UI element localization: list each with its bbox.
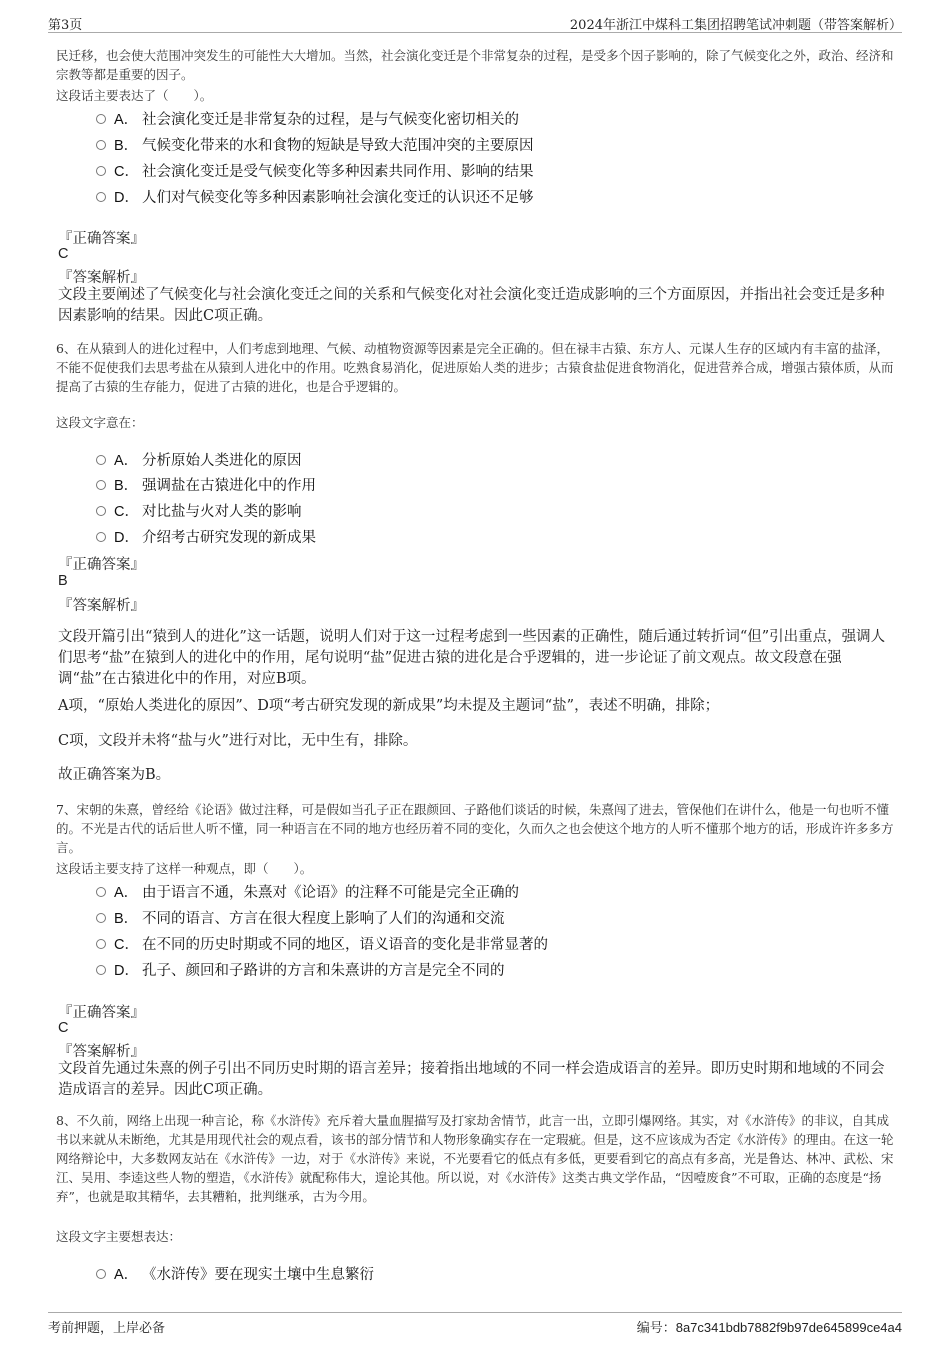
q5-passage-tail: 民迁移，也会使大范围冲突发生的可能性大大增加。当然，社会演化变迁是个非常复杂的过程，是受多个因子影响的，除了气候变化之外，政治、经济和宗教等都是重要的因子。 [56,48,894,82]
code-label: 编号： [636,1321,676,1336]
q6-option-c[interactable]: C． 对比盐与火对人类的影响 [96,500,302,521]
q8-passage: 8、不久前，网络上出现一种言论，称《水浒传》充斥着大量血腥描写及打家劫舍情节，此言一出，立即引爆网络。其实，对《水浒传》的非议，自其成书以来就从未断绝，尤其是用现代社会的观点看，该书的部分情节和人物形象确实存在一定瑕疵。但是，这不应该成为否定《水浒传》的理由。在这一轮网络辩论中，大多数网友站在《水浒传》一边，对于《水浒传》来说，不光要看它的低点有多低，更要看到它的高点有多高，光是鲁达、林冲、武松、宋江、吴用、李逵这些人物的塑造，《水浒传》就配称伟大，遑论其他。所以说，对《水浒传》这类古典文学作品，“因噎废食”不可取，正确的态度是“扬弃”，也就是取其精华，去其糟粕，批判继承，古为今用。 [56,1113,894,1204]
q6-option-d[interactable]: D． 介绍考古研究发现的新成果 [96,526,316,547]
q7-answer-label: 『正确答案』 [58,1005,145,1021]
page-footer [48,1312,902,1335]
footer-slogan: 考前押题，上岸必备 [48,1321,166,1336]
radio-icon[interactable] [96,887,106,897]
page-number: 第3页 [48,18,83,33]
q6-stem: 这段文字意在： [56,415,144,430]
radio-icon[interactable] [96,506,106,516]
q7-answer: C [58,1020,69,1036]
q5-option-c[interactable]: C． 社会演化变迁是受气候变化等多种因素共同作用、影响的结果 [96,160,534,181]
radio-icon[interactable] [96,939,106,949]
radio-icon[interactable] [96,140,106,150]
q6-option-b[interactable]: B． 强调盐在古猿进化中的作用 [96,474,316,495]
q7-option-d[interactable]: D． 孔子、颜回和子路讲的方言和朱熹讲的方言是完全不同的 [96,959,505,980]
q5-option-b[interactable]: B． 气候变化带来的水和食物的短缺是导致大范围冲突的主要原因 [96,134,534,155]
q8-option-a[interactable]: A． 《水浒传》要在现实土壤中生息繁衍 [96,1263,374,1284]
q5-answer: C [58,246,69,262]
q6-analysis-p1: 文段开篇引出“猿到人的进化”这一话题，说明人们对于这一过程考虑到一些因素的正确性，随后通过转折词“但”引出重点，强调人们思考“盐”在猿到人的进化中的作用，尾句说明“盐”促进古猿的进化是合乎逻辑的，进一步论证了前文观点。故文段意在强调“盐”在古猿进化中的作用，对应B项。 [58,629,886,687]
q7-option-a[interactable]: A． 由于语言不通，朱熹对《论语》的注释不可能是完全正确的 [96,881,519,902]
q5-analysis-label: 『答案解析』 [58,270,145,286]
radio-icon[interactable] [96,455,106,465]
radio-icon[interactable] [96,913,106,923]
radio-icon[interactable] [96,1269,106,1279]
page-header [48,12,902,33]
q5-option-a[interactable]: A． 社会演化变迁是非常复杂的过程，是与气候变化密切相关的 [96,108,519,129]
document-code [637,1317,902,1336]
q7-passage: 7、宋朝的朱熹，曾经给《论语》做过注释，可是假如当孔子正在跟颜回、子路他们谈话的时候，朱熹闯了进去，管保他们在讲什么，他是一句也听不懂的。不光是古代的话后世人听不懂，同一种语言在不同的地方也经历着不同的变化，久而久之也会使这个地方的人听不懂那个地方的话，形成许许多多方言。 [56,802,894,855]
radio-icon[interactable] [96,965,106,975]
q6-passage: 6、在从猿到人的进化过程中，人们考虑到地理、气候、动植物资源等因素是完全正确的。但在禄丰古猿、东方人、元谋人生存的区域内有丰富的盐泽，不能不促使我们去思考盐在从猿到人进化中的作用。吃熟食易消化，促进原始人类的进步；古猿食盐促进食物消化，促进营养合成，增强古猿体质，从而提高了古猿的生存能力，促进了古猿的进化，也是合乎逻辑的。 [56,341,894,394]
q6-option-a[interactable]: A． 分析原始人类进化的原因 [96,449,302,470]
q7-option-b[interactable]: B． 不同的语言、方言在很大程度上影响了人们的沟通和交流 [96,907,505,928]
radio-icon[interactable] [96,192,106,202]
q7-option-c[interactable]: C． 在不同的历史时期或不同的地区，语义语音的变化是非常显著的 [96,933,548,954]
q5-stem: 这段话主要表达了（ ）。 [56,88,213,103]
q7-analysis: 文段首先通过朱熹的例子引出不同历史时期的语言差异；接着指出地域的不同一样会造成语言的差异。即历史时期和地域的不同会造成语言的差异。因此C项正确。 [58,1061,885,1098]
q6-answer-label: 『正确答案』 [58,557,145,573]
radio-icon[interactable] [96,166,106,176]
radio-icon[interactable] [96,532,106,542]
q6-answer: B [58,573,68,589]
q7-analysis-label: 『答案解析』 [58,1044,145,1060]
q8-stem: 这段文字主要想表达： [56,1229,182,1244]
q6-analysis-p2: A项，“原始人类进化的原因”、D项“考古研究发现的新成果”均未提及主题词“盐”，表述不明确，排除； [58,698,720,714]
q5-option-d[interactable]: D． 人们对气候变化等多种因素影响社会演化变迁的认识还不足够 [96,186,534,207]
q6-analysis-p3: C项，文段并未将“盐与火”进行对比，无中生有，排除。 [58,733,418,749]
radio-icon[interactable] [96,480,106,490]
q7-stem: 这段话主要支持了这样一种观点，即（ ）。 [56,861,313,876]
q5-analysis: 文段主要阐述了气候变化与社会演化变迁之间的关系和气候变化对社会演化变迁造成影响的三个方面原因，并指出社会变迁是多种因素影响的结果。因此C项正确。 [58,287,885,324]
radio-icon[interactable] [96,114,106,124]
document-title: 2024年浙江中煤科工集团招聘笔试冲刺题（带答案解析） [569,18,902,33]
code-value: 8a7c341bdb7882f9b97de645899ce4a4 [675,1320,902,1335]
q5-answer-label: 『正确答案』 [58,231,145,247]
q6-analysis-label: 『答案解析』 [58,598,145,614]
q6-analysis-p4: 故正确答案为B。 [58,767,171,783]
